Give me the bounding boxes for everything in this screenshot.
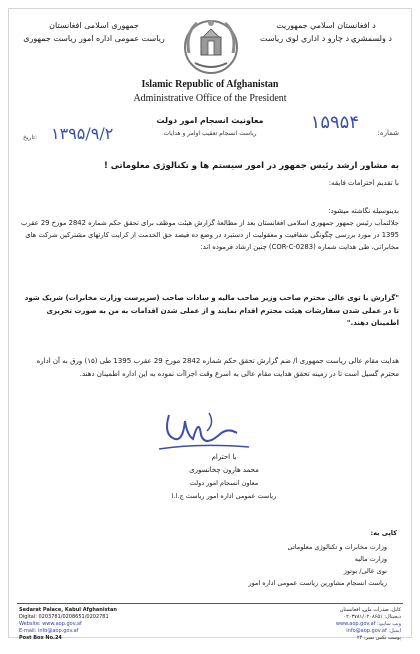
copy-to-list <box>137 527 397 589</box>
footer-website-local[interactable]: ویب سایټ: www.aop.gov.af <box>335 621 401 627</box>
list-item: وزارت مالیه <box>354 555 387 563</box>
header-pashto-line1: د افغانستان اسلامي جمهوریت <box>276 21 376 30</box>
footer-postbox-local: پوست بکس نمبر: ۲۴ <box>357 635 401 641</box>
footer-postbox: Post Box No.24 <box>19 635 62 641</box>
department-title: معاونیت انسجام امور دولت <box>156 116 264 125</box>
list-item: نوی عالی/ بوتوز <box>343 567 387 575</box>
department-subtitle: ریاست انسجام تعقیب اوامر و هدایات <box>163 130 257 137</box>
reference-number: ۱۵۹۵۴ <box>310 112 359 133</box>
footer-english <box>19 607 209 642</box>
signature-block <box>159 451 289 503</box>
afghanistan-emblem-icon <box>179 13 243 77</box>
signer-office: ریاست عمومی اداره امور ریاست ج.ا.ا <box>171 492 277 500</box>
header-dari <box>19 19 169 45</box>
english-title: Islamic Republic of Afghanistan <box>141 79 279 90</box>
copy-to-title: کاپی به: <box>370 529 397 537</box>
letter-body <box>19 205 399 253</box>
footer-website-link[interactable]: Website: www.aop.gov.af <box>19 621 82 627</box>
list-item: وزارت مخابرات و تکنالوژی معلوماتی <box>287 543 387 551</box>
reference-number-label: شماره: <box>377 129 399 137</box>
header-pashto-line2: د ولسمشرۍ د چارو د اداري لوی ریاست <box>260 34 392 43</box>
header-dari-line1: جمهوری اسلامی افغانستان <box>49 21 139 30</box>
letter-date-label: تاریخ: <box>23 134 37 141</box>
footer-phone-local: دیجیتال: ۰۲۰۳۷۸۱/۰۲۰۸۶۵۱ <box>343 614 401 620</box>
presidential-quote: "گزارش با توی عالی محترم صاحب وزیر صاحب مالیه و سادات صاحب (سرپرست وزارت مخابرات) شریک شود تا در عملی شدن سفارشات هیئت محترم اقدام نمایند و از عملی شدن اقدامات به من به صورت تحریری اطمینان دهند." <box>24 294 399 327</box>
footer-email-local[interactable]: ایمیل: info@aop.gov.af <box>346 628 401 634</box>
signer-title: معاون انسجام امور دولت <box>189 479 259 487</box>
signer-name: محمد هارون چخانسوری <box>189 466 259 474</box>
list-item: ریاست انسجام مشاورین ریاست عمومی اداره امور <box>248 579 387 587</box>
salutation: به مشاور ارشد رئیس جمهور در امور سیستم ها و تکنالوژی معلوماتی ! <box>103 161 399 171</box>
footer-divider <box>17 603 403 604</box>
footer-email-link[interactable]: E-mail: info@aop.gov.af <box>19 628 79 634</box>
footer-local <box>251 607 401 642</box>
body-intro: بدینوسیله نگاشته میشود: <box>328 207 399 215</box>
english-subtitle: Administrative Office of the President <box>133 93 287 104</box>
body-paragraph: جلالتمآب رئیس جمهور جمهوری اسلامی افغانستان بعد از مطالعهٔ گزارش هیئت موظف برای تحقق حکم شماره 2842 مورخ 29 عقرب 1395 در مورد بررسی چگونگی شفافیت و معقولیت از دستبرد در وضع ده فیصد حق الخدمت از کرایت کارتهای مشترکین شرکت های مخابراتی، طی هدایت شماره (COR-C-0283) چنین ارشاد فرموده اند: <box>21 219 399 251</box>
letter-date: ۱۳۹۵/۹/۲ <box>51 124 114 143</box>
header-pashto <box>251 19 401 45</box>
respect-line: با تقدیم احترامات فایقه: <box>328 179 399 187</box>
handwritten-signature <box>149 405 259 457</box>
final-paragraph: هدایت مقام عالی ریاست جمهوری ا/ ضم گزارش تحقق حکم شماره 2842 مورخ 29 عقرب 1395 طی (۱۵) ورق به آن اداره محترم گسیل است تا در زمینه تحقق هدایت مقام عالی به اسرع وقت اجراآت نموده به این اداره اطمینان دهند. <box>36 357 399 378</box>
header-dari-line2: ریاست عمومی اداره امور ریاست جمهوری <box>23 34 165 43</box>
letter-page <box>8 8 412 641</box>
footer-phone: Digital: 0203781/0208651/0202781 <box>19 614 109 620</box>
footer-address: Sedarat Palace, Kabul Afghanistan <box>19 607 117 613</box>
closing: با احترام <box>211 453 237 461</box>
footer-address-local: کابل، صدرات ماڼۍ، افغانستان <box>339 607 401 613</box>
